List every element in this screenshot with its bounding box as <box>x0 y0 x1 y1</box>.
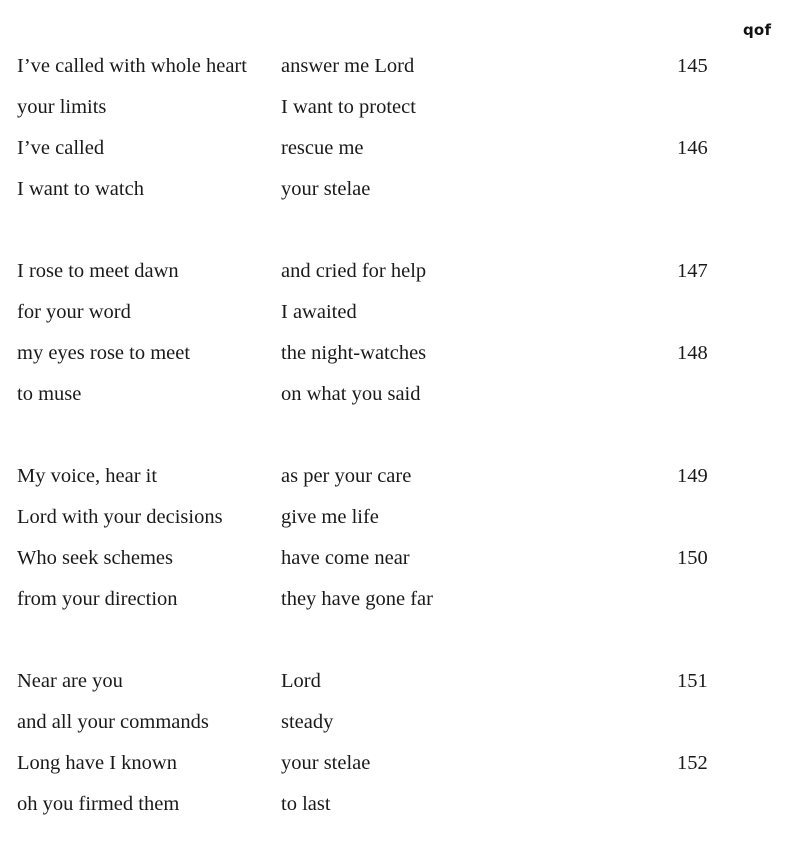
stanza <box>0 456 792 620</box>
line-second-half: rescue me <box>281 137 364 159</box>
poem-line <box>0 702 792 743</box>
poem-line <box>0 292 792 333</box>
line-second-half: the night-watches <box>281 342 427 364</box>
poem-line <box>0 579 792 620</box>
line-first-half: I rose to meet dawn <box>17 260 179 282</box>
line-second-half: your stelae <box>281 752 371 774</box>
line-first-half: Long have I known <box>17 752 177 774</box>
line-second-half: they have gone far <box>281 588 433 610</box>
line-first-half: Who seek schemes <box>17 547 173 569</box>
line-first-half: my eyes rose to meet <box>17 342 191 364</box>
line-first-half: and all your commands <box>17 711 209 733</box>
line-first-half: to muse <box>17 383 82 405</box>
line-second-half: I want to protect <box>281 96 416 118</box>
poem-line <box>0 333 792 374</box>
poem-body <box>0 46 792 866</box>
section-letter-label: qof <box>743 21 772 39</box>
line-second-half: your stelae <box>281 178 371 200</box>
line-second-half: answer me Lord <box>281 55 415 77</box>
line-first-half: I’ve called with whole heart <box>17 55 247 77</box>
poem-line <box>0 743 792 784</box>
poem-line <box>0 784 792 825</box>
verse-number: 152 <box>677 752 708 774</box>
poem-line <box>0 169 792 210</box>
line-second-half: steady <box>281 711 334 733</box>
line-second-half: have come near <box>281 547 410 569</box>
line-first-half: I’ve called <box>17 137 105 159</box>
line-second-half: Lord <box>281 670 321 692</box>
poem-line <box>0 46 792 87</box>
line-second-half: give me life <box>281 506 379 528</box>
line-first-half: My voice, hear it <box>17 465 158 487</box>
line-first-half: from your direction <box>17 588 178 610</box>
verse-number: 150 <box>677 547 708 569</box>
poem-line <box>0 374 792 415</box>
poem-line <box>0 128 792 169</box>
poem-line <box>0 538 792 579</box>
line-first-half: Lord with your decisions <box>17 506 223 528</box>
verse-number: 151 <box>677 670 708 692</box>
line-second-half: and cried for help <box>281 260 427 282</box>
poem-line <box>0 661 792 702</box>
line-first-half: I want to watch <box>17 178 144 200</box>
stanza <box>0 46 792 210</box>
stanza <box>0 251 792 415</box>
line-second-half: on what you said <box>281 383 421 405</box>
poem-line <box>0 87 792 128</box>
poem-line <box>0 456 792 497</box>
stanza <box>0 661 792 825</box>
verse-number: 148 <box>677 342 708 364</box>
line-first-half: oh you firmed them <box>17 793 180 815</box>
verse-number: 149 <box>677 465 708 487</box>
line-second-half: I awaited <box>281 301 357 323</box>
verse-number: 146 <box>677 137 708 159</box>
line-first-half: Near are you <box>17 670 123 692</box>
poem-line <box>0 251 792 292</box>
poem-line <box>0 497 792 538</box>
line-first-half: for your word <box>17 301 131 323</box>
verse-number: 147 <box>677 260 708 282</box>
line-second-half: to last <box>281 793 331 815</box>
line-second-half: as per your care <box>281 465 412 487</box>
line-first-half: your limits <box>17 96 107 118</box>
verse-number: 145 <box>677 55 708 77</box>
